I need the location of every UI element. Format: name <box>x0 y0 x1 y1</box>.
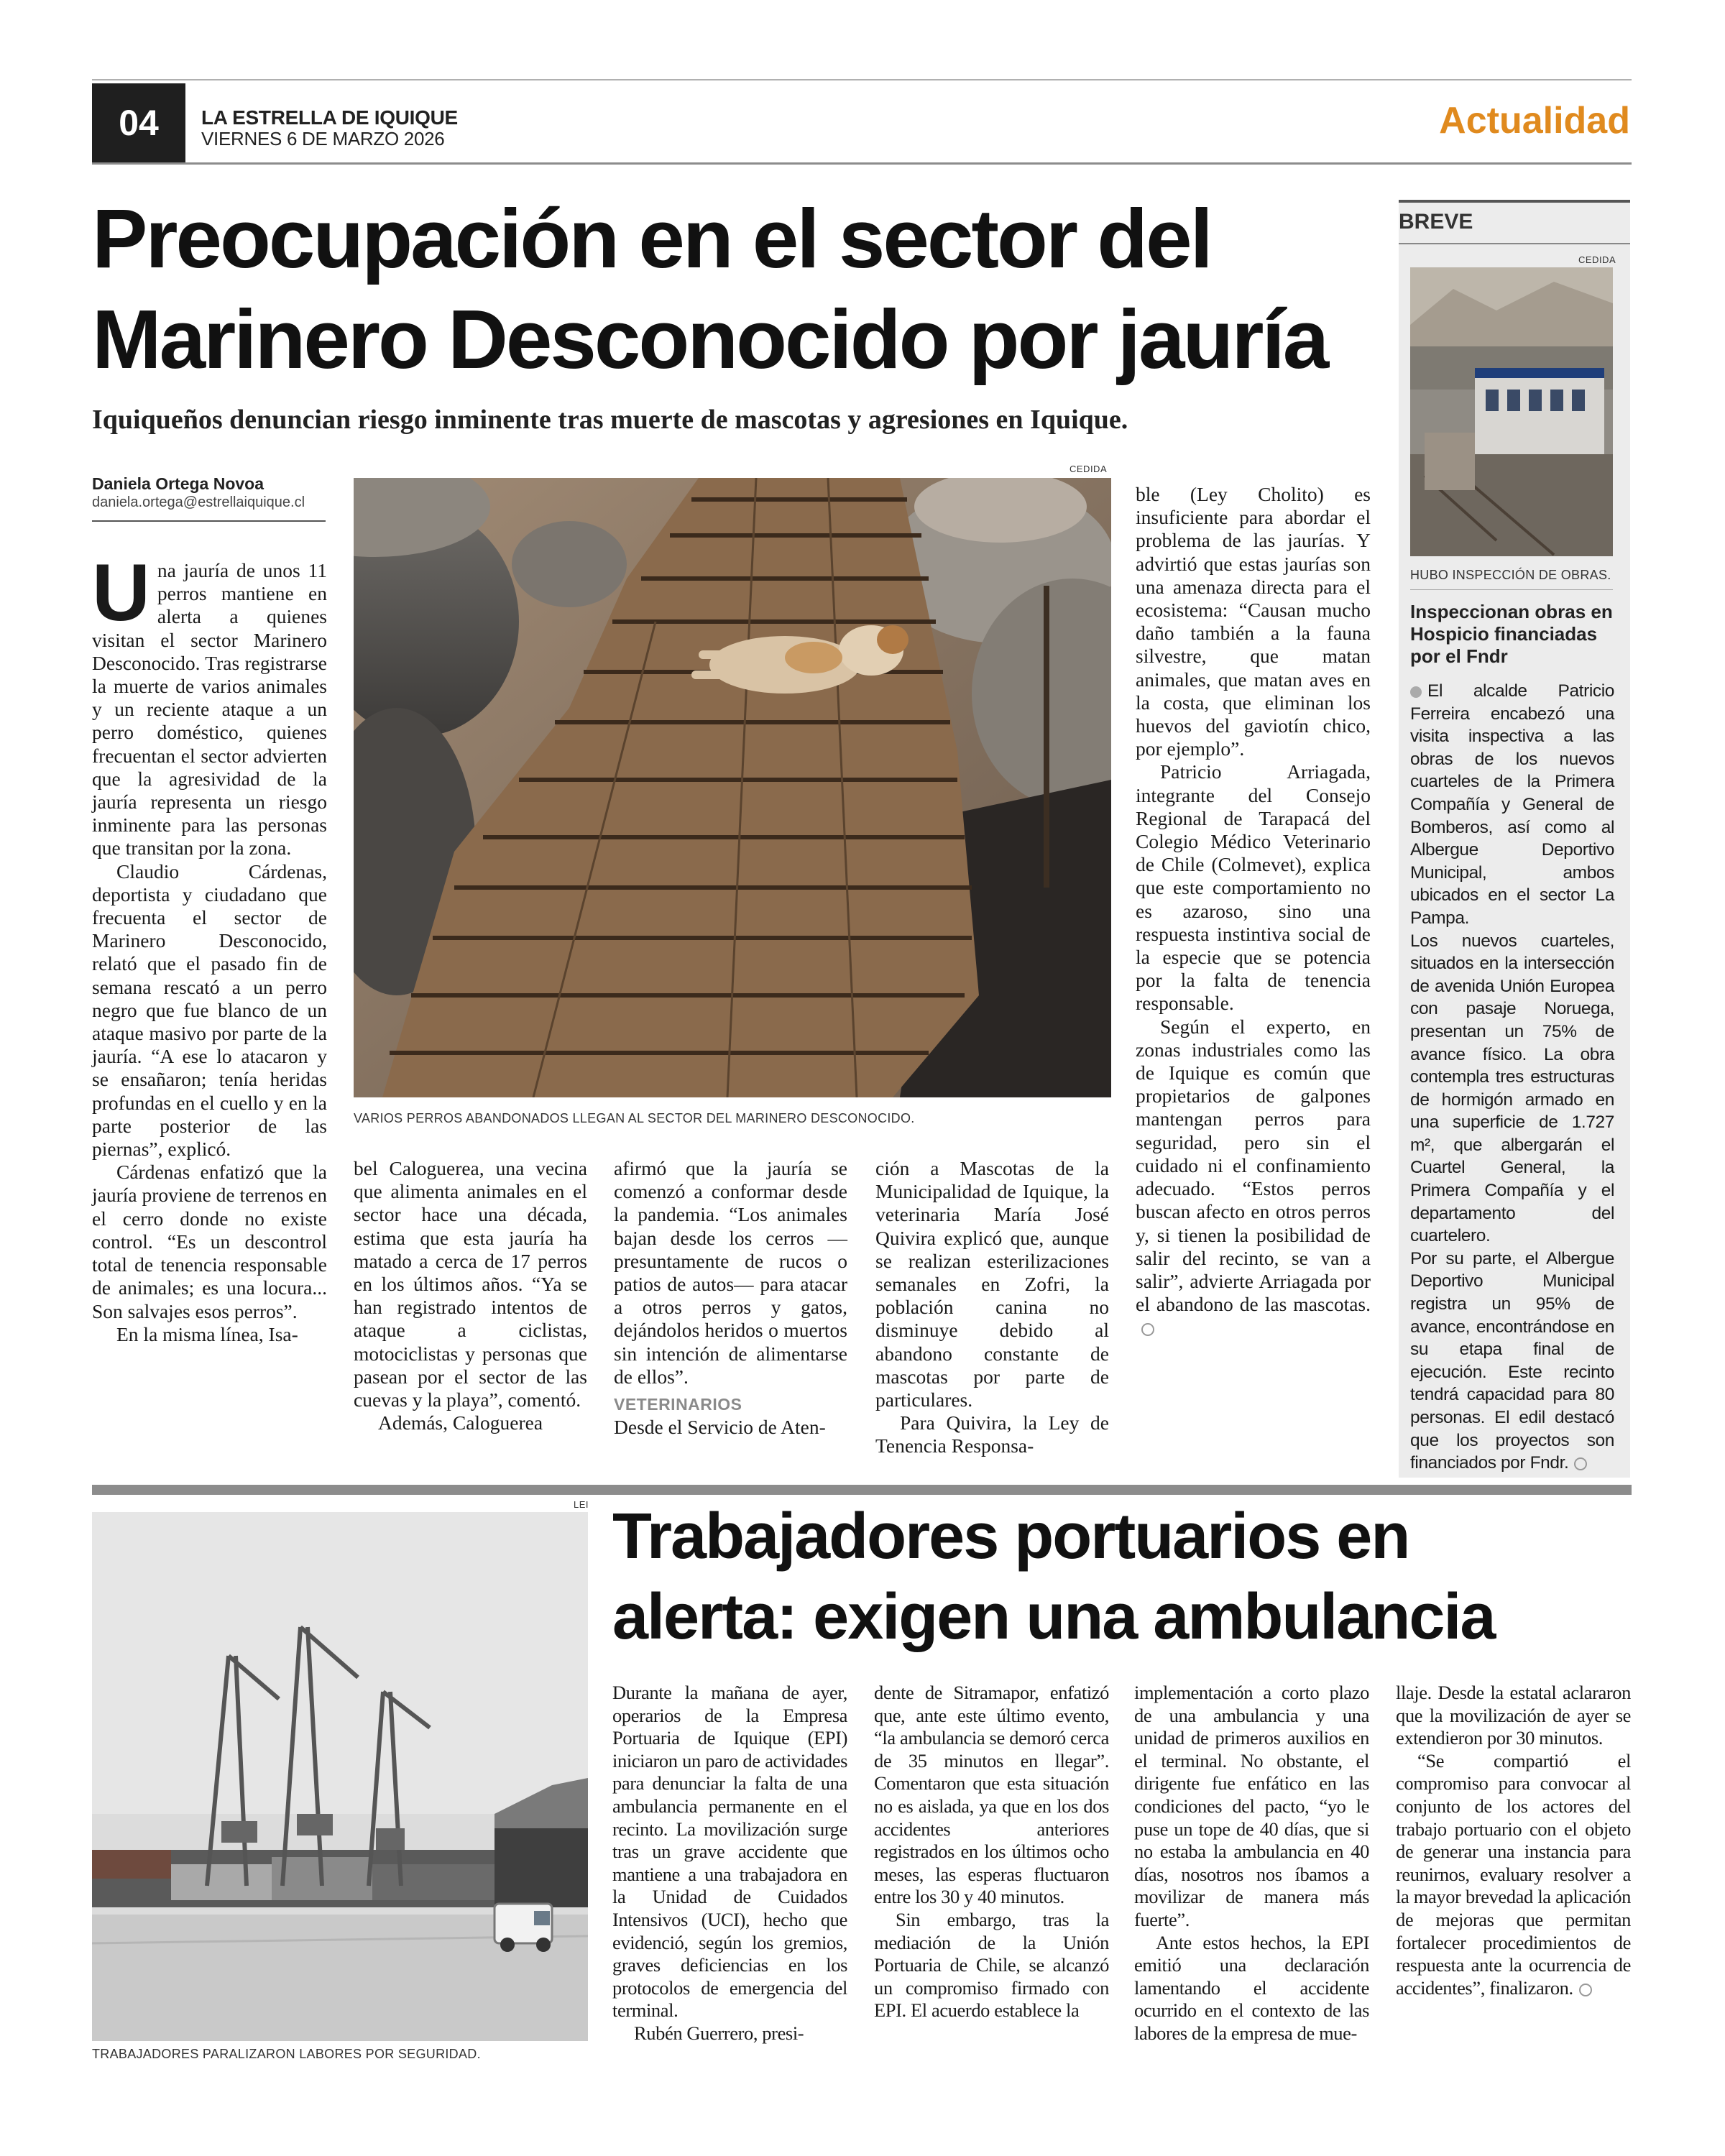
second-col1-p1: Durante la mañana de ayer, operarios de la Empresa Portuaria de Iquique (EPI) iniciaron un paro de actividades para denunciar la falta de una ambulancia permanente en el recinto. La movilización surge tras un grave accidente que mantiene a una trabajadora en la Unidad de Cuidados Intensivos (UCI), hecho que evidenció, según los gremios, graves deficiencias en los protocolos de emergencia del terminal. <box>612 1682 847 2022</box>
second-col4-p2: “Se compartió el compromiso para convocar al conjunto de los actores del trabajo portuario con el objeto de generar una instancia para reunirnos, evaluary resolver a la mayor brevedad la aplicación de mejoras que permitan fortalecer procedimientos de respuesta ante la ocurrencia de accidentes”, finalizaron. <box>1396 1749 1631 1999</box>
main-col1-p1: na jauría de unos 11 perros mantiene en alerta a quienes visitan el sector Marinero Desconocido. Tras registrarse la muerte de varios animales y un reciente ataque a un perro doméstico, quienes frecuentan el sector advierten que la agresividad de la jauría representa un riesgo inminente para las personas que transitan por la zona. <box>92 559 327 860</box>
main-col3-p1: afirmó que la jauría se comenzó a conformar desde la pandemia. “Los animales bajan desde los cerros —presuntamente de rucos o patios de autos— para atacar a otros perros y gatos, dejándolos heridos o muertos sin intención de alimentarse de ellos”. <box>614 1157 847 1388</box>
main-col4-p2: Para Quivira, la Ley de Tenencia Responsa- <box>875 1411 1109 1457</box>
second-headline <box>612 1496 1633 1657</box>
second-col2-p2: Sin embargo, tras la mediación de la Unión Portuaria de Chile, se alcanzó un compromiso firmado con EPI. El acuerdo establece la <box>874 1908 1109 2022</box>
main-col4 <box>875 1157 1109 1458</box>
sidebar-body <box>1410 680 1614 1475</box>
newspaper-name: LA ESTRELLA DE IQUIQUE <box>201 106 458 129</box>
main-col1-p2: Claudio Cárdenas, deportista y ciudadano que frecuenta el sector de Marinero Desconocido, relató que el pasado fin de semana rescató a un perro negro que fue blanco de un ataque masivo por parte de la jauría. “A ese lo atacaron y se ensañaron; tenía heridas profundas en el cuello y en la parte posterior de las piernas”, explicó. <box>92 860 327 1161</box>
sidebar-photo-caption: HUBO INSPECCIÓN DE OBRAS. <box>1410 568 1611 582</box>
second-col3-p2: Ante estos hechos, la EPI emitió una declaración lamentando el accidente ocurrido en el contexto de las labores de la empresa de mue- <box>1134 1931 1369 2044</box>
author-email[interactable]: daniela.ortega@estrellaiquique.cl <box>92 494 305 510</box>
main-col3 <box>614 1157 847 1439</box>
main-headline-line2: Marinero Desconocido por jauría <box>92 292 1328 386</box>
byline-rule <box>92 520 326 522</box>
second-photo-caption: TRABAJADORES PARALIZARON LABORES POR SEGURIDAD. <box>92 2047 481 2061</box>
section-title: Actualidad <box>1439 100 1630 142</box>
second-col2-p1: dente de Sitramapor, enfatizó que, ante este último evento, “la ambulancia se demoró cerca de 35 minutos en llegar”. Comentaron que esta situación no es aislada, ya que en los dos accidentes anteriores registrados en los últimos ocho meses, las esperas fluctuaron entre los 30 y 40 minutos. <box>874 1682 1109 1908</box>
header-rule <box>92 162 1632 165</box>
main-photo <box>354 478 1111 1097</box>
sidebar-caption-rule <box>1410 589 1613 590</box>
sidebar-photo <box>1410 267 1613 556</box>
sidebar-p1: El alcalde Patricio Ferreira encabezó una visita inspectiva a las obras de los nuevos cuarteles de la Primera Compañía y General de Bomberos, así como al Albergue Deportivo Municipal, ambos ubicados en el sector La Pampa. <box>1410 681 1614 928</box>
second-col3 <box>1134 1682 1369 2045</box>
sidebar-photo-credit: CEDIDA <box>1578 254 1616 265</box>
second-photo-credit: LEI <box>574 1499 589 1510</box>
main-col5-p1: ble (Ley Cholito) es insuficiente para abordar el problema de las jaurías. Y advirtió que estas jaurías son una amenaza directa para el ecosistema: “Causan mucho daño también a la fauna silvestre, que matan animales, que matan aves en la costa, que eliminan los huevos del gaviotín chico, por ejemplo”. <box>1136 483 1371 760</box>
port-cranes-image <box>92 1512 588 2041</box>
sidebar-p3: Por su parte, el Albergue Deportivo Municipal registra un 95% de avance, encontrándose en su etapa final de ejecución. Este recinto tendrá capacidad para 80 personas. El edil destacó que los proyectos son financiados por Fndr. <box>1410 1248 1614 1473</box>
main-headline <box>92 188 1386 390</box>
author-name: Daniela Ortega Novoa <box>92 474 264 493</box>
bullet-icon <box>1410 686 1422 698</box>
construction-site-image <box>1410 267 1613 556</box>
main-headline-line1: Preocupación en el sector del <box>92 192 1211 285</box>
main-col3-p2: Desde el Servicio de Aten- <box>614 1416 826 1439</box>
main-photo-credit: CEDIDA <box>1070 464 1108 474</box>
main-col2-p1: bel Caloguerea, una vecina que alimenta animales en el sector hace una década, estima que esta jauría ha matado a cerca de 17 perros en los últimos años. “Ya se han registrado intentos de ataque a ciclistas, motociclistas y personas que pasean por el sector de las cuevas y la playa”, comentó. <box>354 1157 587 1411</box>
main-photo-caption: VARIOS PERROS ABANDONADOS LLEGAN AL SECTOR DEL MARINERO DESCONOCIDO. <box>354 1111 915 1125</box>
top-rule <box>92 79 1632 80</box>
second-headline-line1: Trabajadores portuarios en <box>612 1501 1409 1572</box>
sidebar-top-rule <box>1399 200 1630 203</box>
sidebar-headline: Inspeccionan obras en Hospicio financiadas por el Fndr <box>1410 601 1613 667</box>
main-col3-subhead: VETERINARIOS <box>614 1395 742 1414</box>
main-col1-p3: Cárdenas enfatizó que la jauría proviene de terrenos en el cerro donde no existe control. “Es un descontrol total de tenencia responsable de animales; es una locura... Son salvajes esos perros”. <box>92 1161 327 1322</box>
main-col2-p2: Además, Caloguerea <box>378 1411 543 1434</box>
second-col3-p1: implementación a corto plazo de una ambulancia y una unidad de primeros auxilios en el terminal. No obstante, el dirigente fue enfático en las condiciones del pacto, “yo le puse un tope de 40 días, que si no estaba la ambulancia en 40 días, nosotros nos íbamos a movilizar de manera más fuerte”. <box>1134 1682 1369 1930</box>
main-col5-p3: Según el experto, en zonas industriales como las de Iquique es común que propietarios de galpones mantengan perros para seguridad, pero sin el cuidado ni el confinamiento adecuado. “Estos perros buscan afecto en otros perros y, si tienen la posibilidad de salir del recinto, se van a salir”, advierte Arriagada por el abandono de las mascotas. <box>1136 1015 1371 1316</box>
main-col5 <box>1136 483 1371 1340</box>
second-col1-p2: Rubén Guerrero, presi- <box>634 2022 804 2044</box>
second-end-mark-icon <box>1579 1984 1592 1996</box>
second-col4-p1: llaje. Desde la estatal aclararon que la movilización de ayer se extendieron por 30 minutos. <box>1396 1682 1631 1749</box>
second-photo <box>92 1512 588 2041</box>
main-col1 <box>92 548 327 1346</box>
sidebar-label: BREVE <box>1399 210 1473 234</box>
main-col2 <box>354 1157 587 1434</box>
sidebar-p2: Los nuevos cuarteles, situados en la intersección de avenida Unión Europea con pasaje Noruega, presentan un 75% de avance físico. La obra contempla tres estructuras de hormigón armado en una superficie de 1.727 m², que albergarán el Cuartel General, la Primera Compañía y el departamento del cuartelero. <box>1410 931 1614 1246</box>
main-col1-p4: En la misma línea, Isa- <box>116 1322 298 1345</box>
dropcap: U <box>92 548 150 637</box>
second-headline-line2: alerta: exigen una ambulancia <box>612 1581 1495 1653</box>
sidebar-end-mark-icon <box>1574 1457 1587 1470</box>
second-col2 <box>874 1682 1109 2022</box>
second-col1 <box>612 1682 847 2045</box>
end-mark-icon <box>1141 1323 1154 1336</box>
section-divider <box>92 1485 1632 1495</box>
main-subheadline: Iquiqueños denuncian riesgo inminente tras muerte de mascotas y agresiones en Iquique. <box>92 405 1128 435</box>
second-col4 <box>1396 1682 1631 1999</box>
page-number: 04 <box>92 83 185 162</box>
issue-date: VIERNES 6 DE MARZO 2026 <box>201 128 445 149</box>
dog-on-boardwalk-image <box>354 478 1111 1097</box>
main-col5-p2: Patricio Arriagada, integrante del Consejo Regional de Tarapacá del Colegio Médico Veterinario de Chile (Colmevet), explica que este comportamiento no es azaroso, sino una respuesta instintiva social de la especie que se potencia por la falta de tenencia responsable. <box>1136 760 1371 1015</box>
sidebar-label-rule <box>1399 243 1630 244</box>
main-col4-p1: ción a Mascotas de la Municipalidad de Iquique, la veterinaria María José Quivira explicó que, aunque se realizan esterilizaciones semanales en Zofri, la población canina no disminuye debido al abandono constante de mascotas por parte de particulares. <box>875 1157 1109 1411</box>
